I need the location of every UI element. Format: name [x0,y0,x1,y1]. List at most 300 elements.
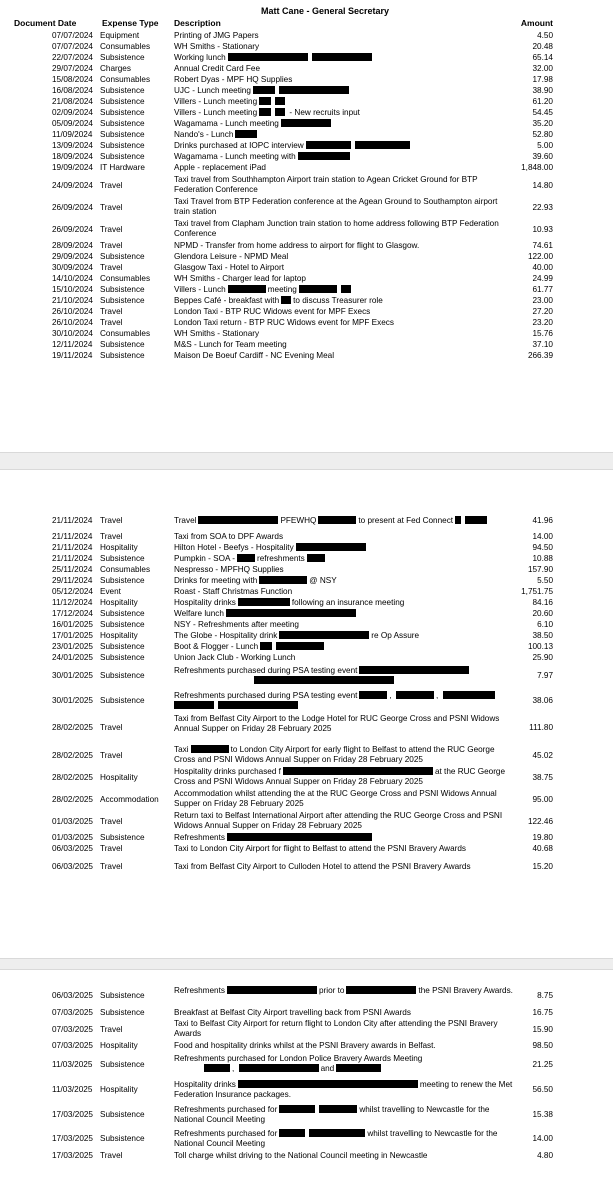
row-date: 24/01/2025 [52,653,93,662]
row-amount: 14.80 [532,181,553,190]
redaction-block [259,576,307,584]
row-date: 21/11/2024 [52,554,93,563]
row-date: 16/08/2024 [52,86,93,95]
row-type: Subsistence [100,991,145,1000]
redaction-block [275,108,285,116]
table-row [0,1127,613,1151]
row-type: Travel [100,318,123,327]
row-description: Taxi travel from Clapham Junction train station to home address following BTP Federation Conference [174,219,499,238]
row-amount: 98.50 [532,1041,553,1050]
redaction-block [228,53,308,61]
row-amount: 4.50 [537,31,553,40]
row-date: 19/11/2024 [52,351,93,360]
redaction-block [228,285,266,293]
redaction-block [227,833,372,841]
row-amount: 5.50 [537,576,553,585]
row-description: NSY - Refreshments after meeting [174,620,299,629]
page-separator [0,958,613,970]
table-row [0,598,613,609]
row-type: Travel [100,751,123,760]
row-amount: 6.10 [537,620,553,629]
row-type: Subsistence [100,108,145,117]
row-date: 07/03/2025 [52,1025,93,1034]
redaction-block [254,676,394,684]
row-date: 11/12/2024 [52,598,93,607]
row-date: 28/02/2025 [52,773,93,782]
table-row [0,274,613,285]
row-amount: 8.75 [537,991,553,1000]
row-amount: 61.77 [532,285,553,294]
table-row [0,1077,613,1103]
table-row [0,307,613,318]
row-description: Annual Credit Card Fee [174,64,261,73]
redaction-block [174,701,214,709]
table-row [0,86,613,97]
row-type: Subsistence [100,130,145,139]
row-amount: 21.25 [532,1060,553,1069]
row-description: Taxi to Belfast City Airport for return flight to London City after attending the PSNI Bravery Awards [174,1019,498,1038]
row-description: Beppes Café - breakfast with to discuss Treasurer role [174,296,383,305]
row-amount: 54.45 [532,108,553,117]
row-description: Villers - Lunch meeting - New recruits input [174,108,360,117]
table-row [0,219,613,241]
row-type: Travel [100,241,123,250]
row-amount: 17.98 [532,75,553,84]
row-amount: 4.80 [537,1151,553,1160]
row-description: Nando's - Lunch [174,130,514,140]
row-amount: 32.00 [532,64,553,73]
row-type: Travel [100,263,123,272]
table-row [0,554,613,565]
row-description: Robert Dyas - MPF HQ Supplies [174,75,293,84]
row-date: 21/11/2024 [52,543,93,552]
row-date: 07/03/2025 [52,1041,93,1050]
row-date: 23/01/2025 [52,642,93,651]
row-amount: 95.00 [532,795,553,804]
row-type: Subsistence [100,152,145,161]
table-row [0,666,613,687]
table-row [0,653,613,666]
row-date: 21/11/2024 [52,516,93,525]
redaction-block [319,1105,357,1113]
table-row [0,64,613,75]
row-date: 26/10/2024 [52,307,93,316]
row-date: 15/10/2024 [52,285,93,294]
row-description: Nespresso - MPFHQ Supplies [174,565,284,574]
redaction-block [307,554,325,562]
table-row [0,318,613,329]
row-amount: 157.90 [527,565,553,574]
row-type: Subsistence [100,351,145,360]
row-type: Hospitality [100,631,138,640]
redaction-block [253,86,275,94]
row-description: Refreshments purchased during PSA testing event , , [174,691,514,711]
row-date: 19/09/2024 [52,163,93,172]
row-amount: 15.76 [532,329,553,338]
redaction-block [298,152,350,160]
row-date: 15/08/2024 [52,75,93,84]
row-type: Subsistence [100,285,145,294]
row-description: Maison De Boeuf Cardiff - NC Evening Meal [174,351,335,360]
row-type: Subsistence [100,653,145,662]
row-amount: 14.00 [532,532,553,541]
table-row [0,340,613,351]
row-type: Hospitality [100,1041,138,1050]
row-amount: 15.38 [532,1110,553,1119]
redaction-block [218,701,298,709]
row-description: Printing of JMG Papers [174,31,259,40]
row-description: Refreshments purchased for London Police Bravery Awards Meeting , and [174,1054,423,1073]
row-type: Subsistence [100,141,145,150]
row-amount: 65.14 [532,53,553,62]
row-amount: 111.80 [529,723,553,732]
table-row [0,713,613,745]
row-description: Taxi travel from Southhampton Airport train station to Agean Cricket Ground for BTP Federation Conference [174,175,478,194]
row-amount: 15.20 [532,862,553,871]
row-type: Subsistence [100,1008,145,1017]
row-description: Hilton Hotel - Beefys - Hospitality [174,543,514,553]
redaction-block [260,642,272,650]
row-amount: 39.60 [532,152,553,161]
row-description: The Globe - Hospitality drink re Op Assure [174,631,420,640]
row-amount: 27.20 [532,307,553,316]
row-type: Subsistence [100,696,145,705]
row-date: 06/03/2025 [52,844,93,853]
row-amount: 20.60 [532,609,553,618]
table-row [0,1008,613,1019]
table-row [0,687,613,713]
row-type: Travel [100,225,123,234]
row-date: 28/02/2025 [52,795,93,804]
table-row [0,620,613,631]
row-description: Taxi from Belfast City Airport to Culloden Hotel to attend the PSNI Bravery Awards [174,862,471,871]
row-amount: 1,751.75 [521,587,553,596]
row-type: Subsistence [100,620,145,629]
redaction-block [279,86,349,94]
redaction-block [238,1080,418,1088]
table-row [0,351,613,362]
row-description: Refreshments purchased for whilst travelling to Newcastle for the National Council Meeting [174,1105,490,1124]
row-description: Wagamama - Lunch meeting with [174,152,514,162]
row-description: Refreshments purchased during PSA testing event [174,666,514,686]
row-amount: 38.50 [532,631,553,640]
row-date: 22/07/2024 [52,53,93,62]
row-type: Subsistence [100,1134,145,1143]
redaction-block [283,767,433,775]
header-amount: Amount [520,18,553,28]
row-date: 07/07/2024 [52,42,93,51]
row-type: Travel [100,723,123,732]
row-description: Hospitality drinks following an insurance meeting [174,598,405,607]
row-amount: 24.99 [532,274,553,283]
table-row [0,543,613,554]
row-description: Breakfast at Belfast City Airport travelling back from PSNI Awards [174,1008,411,1017]
redaction-block [455,516,461,524]
row-date: 26/09/2024 [52,203,93,212]
row-description: WH Smiths - Stationary [174,329,260,338]
row-description: Pumpkin - SOA - refreshments [174,554,514,564]
redaction-block [355,141,410,149]
header-expense-type: Expense Type [102,18,159,28]
row-type: Travel [100,181,123,190]
row-description: Drinks for meeting with @ NSY [174,576,337,585]
row-type: Travel [100,307,123,316]
table-row [0,197,613,219]
row-amount: 52.80 [532,130,553,139]
row-description: Toll charge whilst driving to the National Council meeting in Newcastle [174,1151,428,1160]
row-date: 07/07/2024 [52,31,93,40]
table-row [0,844,613,862]
redaction-block [306,141,351,149]
row-type: Subsistence [100,53,145,62]
row-date: 30/10/2024 [52,329,93,338]
row-date: 28/02/2025 [52,751,93,760]
table-row [0,642,613,653]
redaction-block [318,516,356,524]
row-type: IT Hardware [100,163,145,172]
row-type: Subsistence [100,576,145,585]
table-row [0,767,613,789]
row-type: Subsistence [100,97,145,106]
redaction-block [465,516,487,524]
header-description: Description [174,18,221,28]
row-type: Charges [100,64,131,73]
redaction-block [239,1064,319,1072]
row-description: Travel PFEWHQ to present at Fed Connect [174,516,514,526]
row-type: Subsistence [100,1110,145,1119]
row-date: 29/07/2024 [52,64,93,73]
row-date: 17/03/2025 [52,1151,93,1160]
row-description: Glendora Leisure - NPMD Meal [174,252,289,261]
row-description: Taxi from Belfast City Airport to the Lodge Hotel for RUC George Cross and PSNI Widows Annual Supper on Friday 28 February 2025 [174,714,500,733]
table-row [0,263,613,274]
document-page-1 [0,0,613,452]
redaction-block [237,554,255,562]
redaction-block [346,986,416,994]
row-description: Hospitality drinks purchased f at the RUC George Cross and PSNI Widows Annual Supper on Friday 28 February 2025 [174,767,506,786]
row-date: 21/08/2024 [52,97,93,106]
redaction-block [276,642,324,650]
row-date: 05/12/2024 [52,587,93,596]
table-row [0,130,613,141]
row-type: Subsistence [100,86,145,95]
row-date: 17/03/2025 [52,1134,93,1143]
row-type: Subsistence [100,340,145,349]
row-amount: 94.50 [532,543,553,552]
row-date: 25/11/2024 [52,565,93,574]
document-title: Matt Cane - General Secretary [260,6,390,16]
table-row [0,565,613,576]
row-date: 01/03/2025 [52,833,93,842]
redaction-block [296,543,366,551]
table-row [0,1041,613,1052]
row-description: UJC - Lunch meeting [174,86,514,96]
row-date: 17/12/2024 [52,609,93,618]
row-type: Consumables [100,565,151,574]
row-description: Working lunch [174,53,514,63]
row-type: Consumables [100,329,151,338]
row-description: Hospitality drinks meeting to renew the Met Federation Insurance packages. [174,1080,513,1099]
row-amount: 84.16 [532,598,553,607]
row-date: 01/03/2025 [52,817,93,826]
row-date: 21/10/2024 [52,296,93,305]
row-type: Subsistence [100,554,145,563]
row-type: Travel [100,203,123,212]
row-type: Travel [100,1025,123,1034]
table-row [0,152,613,163]
row-description: WH Smiths - Stationary [174,42,260,51]
table-row [0,285,613,296]
row-amount: 38.75 [532,773,553,782]
row-type: Travel [100,844,123,853]
redaction-block [336,1064,381,1072]
row-type: Event [100,587,121,596]
row-date: 12/11/2024 [52,340,93,349]
redaction-block [204,1064,230,1072]
table-row [0,532,613,543]
row-type: Subsistence [100,609,145,618]
row-date: 06/03/2025 [52,991,93,1000]
redaction-block [359,666,469,674]
row-type: Subsistence [100,252,145,261]
redaction-block [299,285,337,293]
redaction-block [396,691,434,699]
row-description: Refreshments [174,833,514,843]
row-type: Subsistence [100,296,145,305]
row-description: Boot & Flogger - Lunch [174,642,514,652]
row-description: Taxi to London City Airport for flight to Belfast to attend the PSNI Bravery Awards [174,844,467,853]
row-date: 14/10/2024 [52,274,93,283]
table-row [0,789,613,811]
redaction-block [281,296,291,304]
row-amount: 38.90 [532,86,553,95]
redaction-block [275,97,285,105]
table-row [0,745,613,767]
row-date: 24/09/2024 [52,181,93,190]
table-row [0,1151,613,1162]
row-description: WH Smiths - Charger lead for laptop [174,274,306,283]
row-description: Apple - replacement iPad [174,163,266,172]
table-row [0,42,613,53]
row-date: 21/11/2024 [52,532,93,541]
row-amount: 41.96 [532,516,553,525]
table-row [0,53,613,64]
header-document-date: Document Date [14,18,77,28]
table-row [0,631,613,642]
row-date: 18/09/2024 [52,152,93,161]
row-type: Travel [100,516,123,525]
table-row [0,252,613,263]
row-amount: 14.00 [532,1134,553,1143]
table-row [0,1052,613,1077]
row-description: Return taxi to Belfast International Airport after attending the RUC George Cross and PSNI Widows Annual Supper on Friday 28 February 2025 [174,811,503,830]
row-description: Glasgow Taxi - Hotel to Airport [174,263,284,272]
row-date: 06/03/2025 [52,862,93,871]
row-description: Union Jack Club - Working Lunch [174,653,296,662]
row-amount: 10.88 [532,554,553,563]
row-date: 05/09/2024 [52,119,93,128]
row-date: 30/01/2025 [52,671,93,680]
table-row [0,163,613,175]
row-type: Travel [100,532,123,541]
row-description: London Taxi return - BTP RUC Widows event for MPF Execs [174,318,394,327]
row-type: Subsistence [100,642,145,651]
redaction-block [279,631,369,639]
column-headers [0,18,613,30]
row-date: 11/09/2024 [52,130,93,139]
row-amount: 7.97 [537,671,553,680]
row-date: 16/01/2025 [52,620,93,629]
row-amount: 45.02 [532,751,553,760]
redaction-block [235,130,257,138]
row-date: 11/03/2025 [52,1085,93,1094]
row-amount: 122.00 [527,252,553,261]
redaction-block [341,285,351,293]
row-description: Welfare lunch [174,609,514,619]
table-row [0,31,613,42]
row-description: M&S - Lunch for Team meeting [174,340,287,349]
document-page-2 [0,470,613,958]
row-amount: 40.00 [532,263,553,272]
redaction-block [312,53,372,61]
row-description: Roast - Staff Christmas Function [174,587,293,596]
row-type: Consumables [100,75,151,84]
row-description: Refreshments purchased for whilst travelling to Newcastle for the National Council Meeting [174,1129,498,1148]
row-description: Drinks purchased at IOPC interview [174,141,514,151]
table-row [0,296,613,307]
row-amount: 16.75 [532,1008,553,1017]
row-type: Subsistence [100,119,145,128]
row-type: Subsistence [100,1060,145,1069]
row-date: 11/03/2025 [52,1060,93,1069]
row-date: 28/02/2025 [52,723,93,732]
table-row [0,609,613,620]
redaction-block [279,1105,315,1113]
redaction-block [443,691,495,699]
table-row [0,97,613,108]
row-description: Accommodation whilst attending the at the RUC George Cross and PSNI Widows Annual Supper on Friday 28 February 2025 [174,789,497,808]
row-type: Hospitality [100,773,138,782]
table-row [0,75,613,86]
row-date: 30/01/2025 [52,696,93,705]
redaction-block [279,1129,305,1137]
redaction-block [226,609,356,617]
expense-rows-page-2 [0,514,613,873]
table-row [0,587,613,598]
table-row [0,1019,613,1041]
row-amount: 1,848.00 [521,163,553,172]
row-type: Consumables [100,42,151,51]
row-description: Wagamama - Lunch meeting [174,119,514,129]
row-amount: 37.10 [532,340,553,349]
row-date: 13/09/2024 [52,141,93,150]
row-amount: 40.68 [532,844,553,853]
row-description: Taxi from SOA to DPF Awards [174,532,284,541]
row-type: Travel [100,817,123,826]
row-type: Hospitality [100,598,138,607]
row-amount: 74.61 [532,241,553,250]
row-type: Travel [100,1151,123,1160]
expense-rows-page-1 [0,31,613,362]
page-separator [0,452,613,470]
table-row [0,833,613,844]
row-type: Subsistence [100,833,145,842]
table-row [0,119,613,130]
document-page-3 [0,970,613,1200]
row-date: 26/09/2024 [52,225,93,234]
row-amount: 10.93 [532,225,553,234]
table-row [0,984,613,1008]
